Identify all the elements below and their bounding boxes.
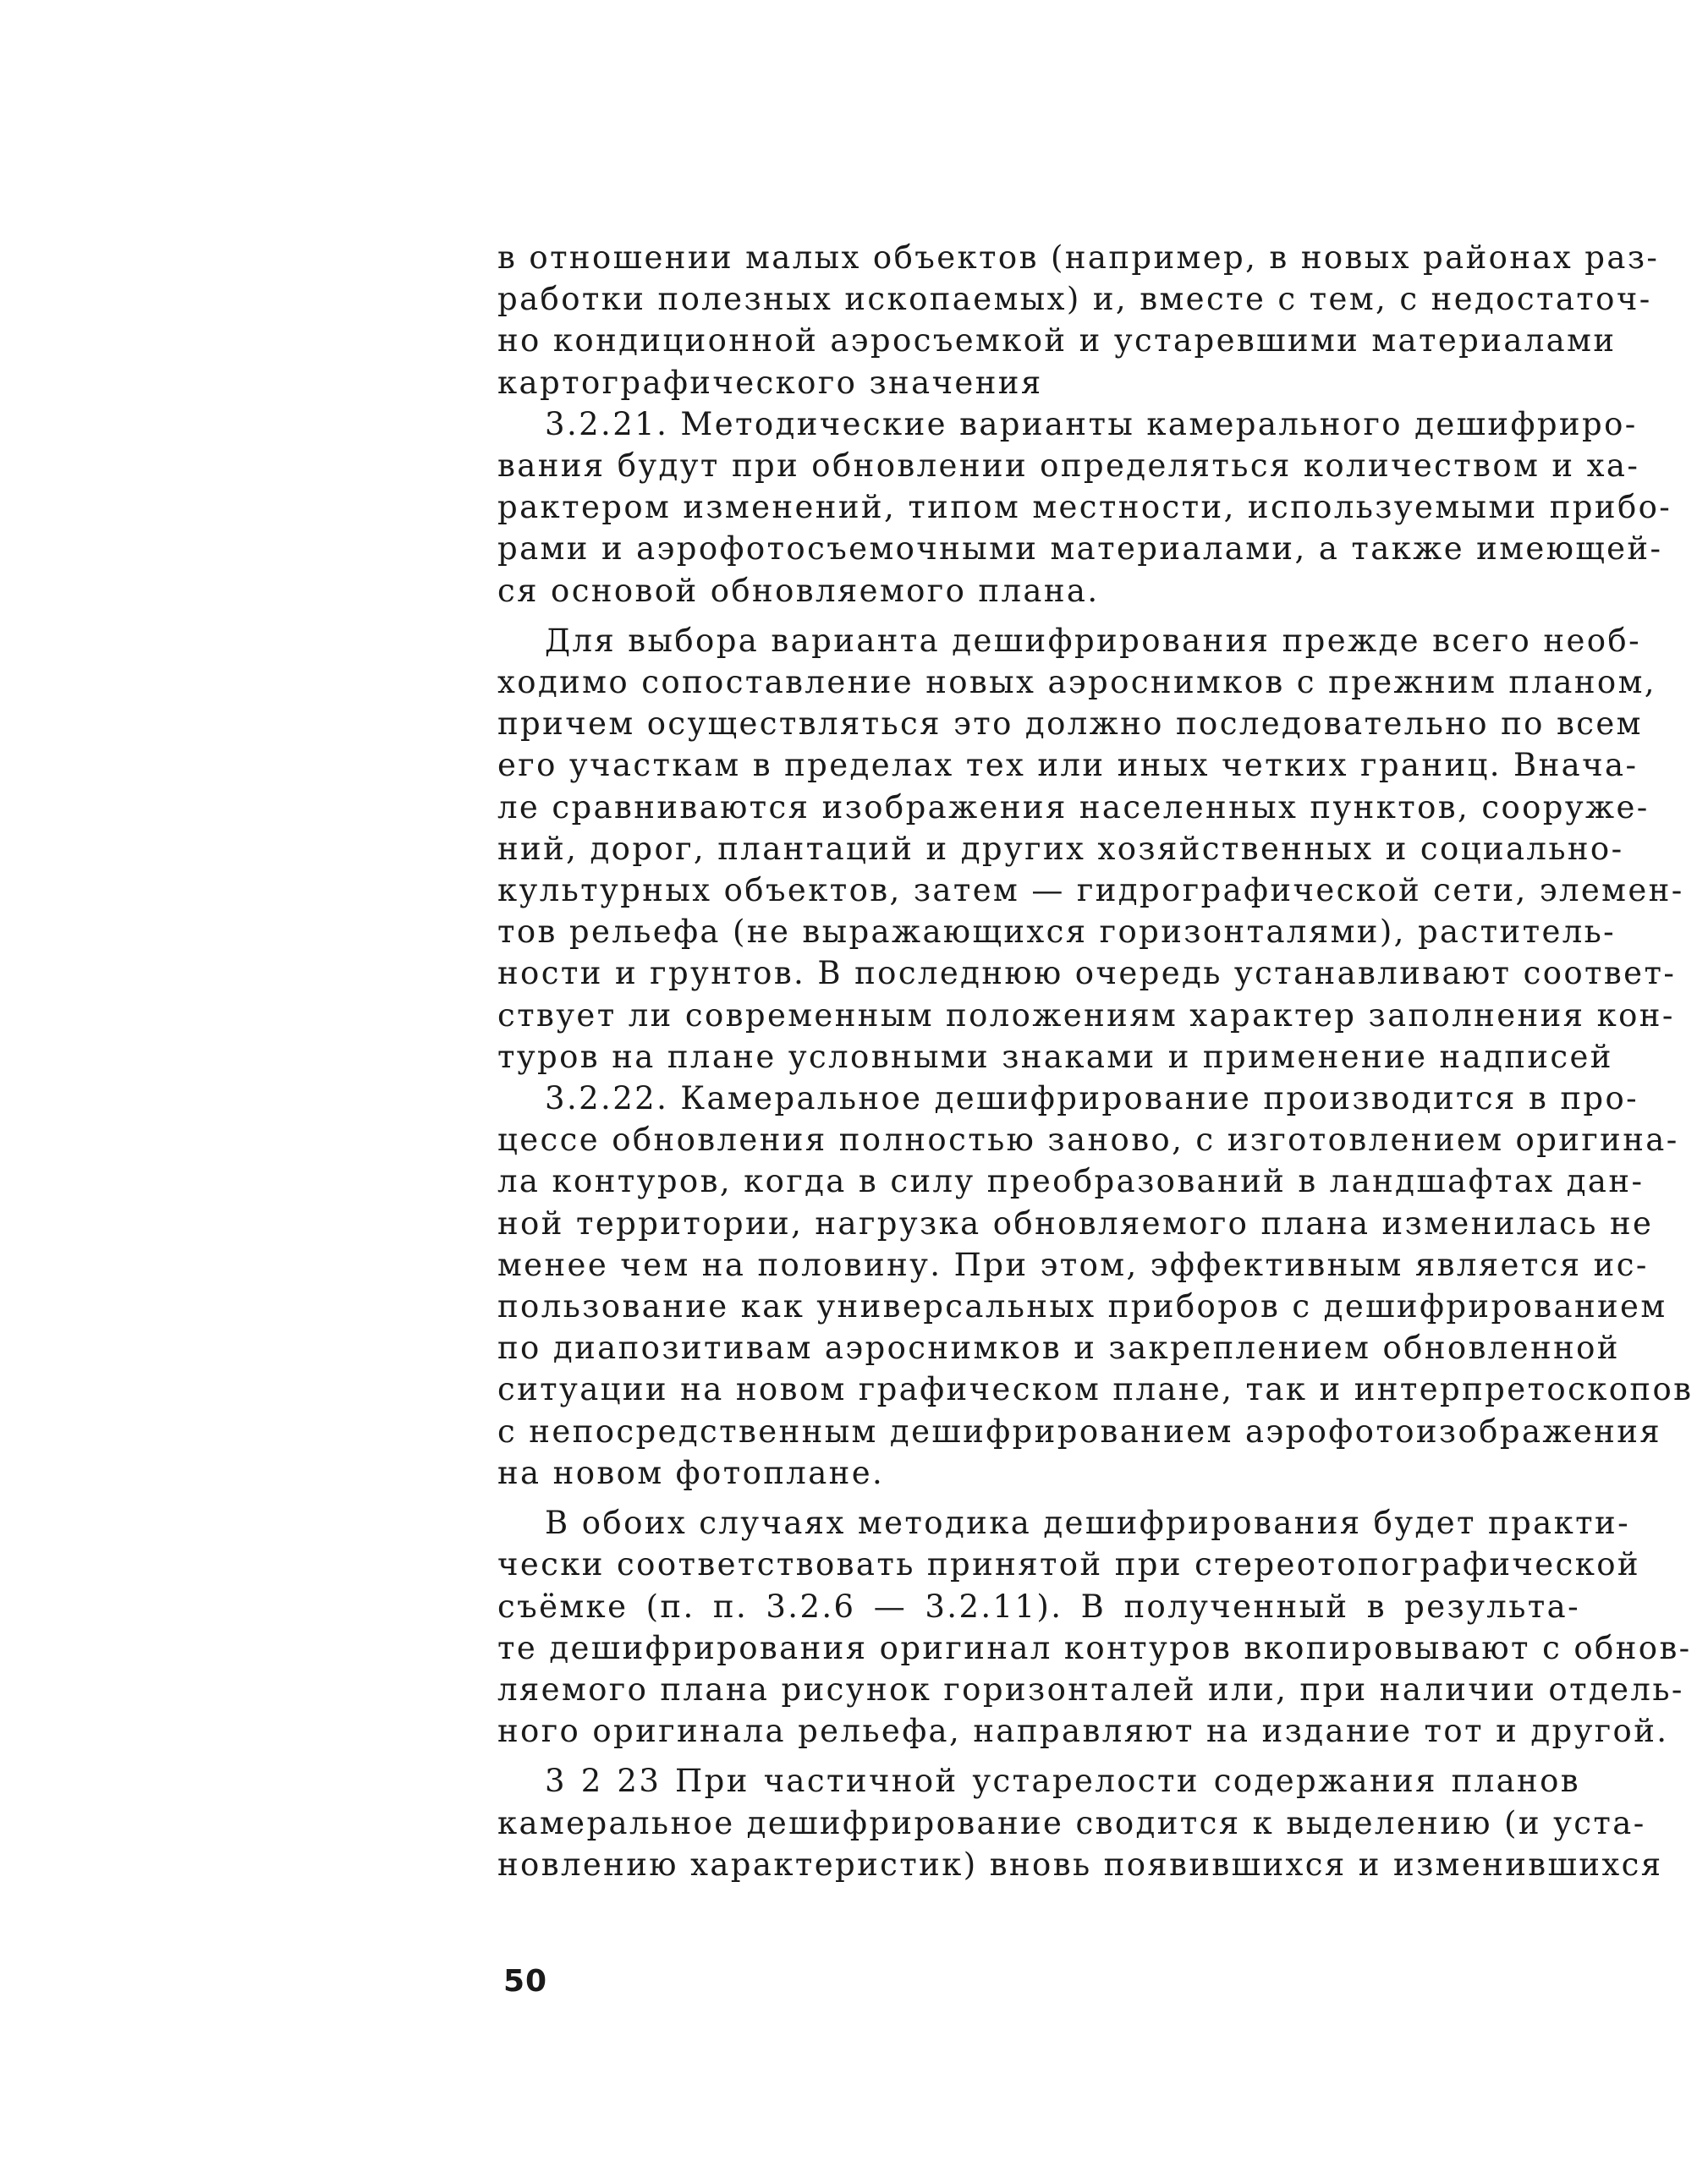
text-line: чески соответствовать принятой при стереотопографической <box>497 1546 1640 1583</box>
text-line: 3.2.21. Методические варианты камерального дешифриро- <box>545 405 1638 442</box>
text-line: менее чем на половину. При этом, эффективным является ис- <box>497 1246 1649 1283</box>
text-line: ности и грунтов. В последнюю очередь устанавливают соответ- <box>497 955 1677 992</box>
text-line: картографического значения <box>497 364 1043 401</box>
text-line: новлению характеристик) вновь появившихся и изменившихся <box>497 1846 1663 1883</box>
text-line: рактером изменений, типом местности, используемыми прибо- <box>497 489 1672 526</box>
text-line: рами и аэрофотосъемочными материалами, а также имеющей- <box>497 530 1663 568</box>
text-line: на новом фотоплане. <box>497 1454 885 1491</box>
text-line: В обоих случаях методика дешифрирования будет практи- <box>545 1505 1630 1542</box>
text-line: в отношении малых объектов (например, в новых районах раз- <box>497 239 1660 276</box>
paragraph-gap <box>497 612 1580 620</box>
text-line: съёмке (п. п. 3.2.6 — 3.2.11). В полученный в результа- <box>497 1588 1580 1625</box>
text-line: камеральное дешифрирование сводится к выделению (и уста- <box>497 1804 1646 1841</box>
text-line: ла контуров, когда в силу преобразований в ландшафтах дан- <box>497 1163 1645 1200</box>
text-line: ной территории, нагрузка обновляемого плана изменилась не <box>497 1204 1654 1242</box>
text-line: но кондиционной аэросъемкой и устаревшими материалами <box>497 322 1617 359</box>
text-line: по диапозитивам аэроснимков и закреплением обновленной <box>497 1330 1620 1367</box>
text-line: с непосредственным дешифрированием аэрофотоизображения <box>497 1413 1662 1450</box>
text-line: 3 2 23 При частичной устарелости содержания планов <box>545 1763 1580 1800</box>
text-line: пользование как универсальных приборов с дешифрированием <box>497 1288 1667 1325</box>
text-line: туров на плане условными знаками и применение надписей <box>497 1038 1613 1075</box>
text-line: ляемого плана рисунок горизонталей или, при наличии отдель- <box>497 1671 1684 1708</box>
text-line: цессе обновления полностью заново, с изготовлением оригина- <box>497 1122 1679 1159</box>
text-line: ний, дорог, плантаций и других хозяйственных и социально- <box>497 830 1624 867</box>
text-line: причем осуществляться это должно последовательно по всем <box>497 705 1643 743</box>
text-line: Для выбора варианта дешифрирования прежде всего необ- <box>545 622 1641 659</box>
body-text <box>497 237 1694 1885</box>
text-line: тов рельефа (не выражающихся горизонталями), раститель- <box>497 913 1617 951</box>
text-line: работки полезных ископаемых) и, вместе с тем, с недостаточ- <box>497 281 1652 318</box>
text-line: ле сравниваются изображения населенных пунктов, сооруже- <box>497 788 1650 826</box>
paragraph-gap <box>497 1494 1580 1502</box>
text-line: ся основой обновляемого плана. <box>497 572 1100 609</box>
text-line: его участкам в пределах тех или иных четких границ. Внача- <box>497 747 1639 784</box>
text-line: ного оригинала рельефа, направляют на издание тот и другой. <box>497 1713 1669 1750</box>
text-line: вания будут при обновлении определяться количеством и ха- <box>497 447 1640 485</box>
text-line: ствует ли современным положениям характер заполнения кон- <box>497 996 1675 1034</box>
text-line: те дешифрирования оригинал контуров вкопировывают с обнов- <box>497 1629 1692 1666</box>
text-line: ходимо сопоставление новых аэроснимков с прежним планом, <box>497 664 1656 701</box>
paragraph-gap <box>497 1752 1580 1760</box>
page-number: 50 <box>503 1964 548 1999</box>
text-line: культурных объектов, затем — гидрографической сети, элемен- <box>497 872 1684 909</box>
text-line: 3.2.22. Камеральное дешифрирование производится в про- <box>545 1080 1639 1117</box>
text-line: ситуации на новом графическом плане, так и интерпретоскопов <box>497 1371 1694 1408</box>
